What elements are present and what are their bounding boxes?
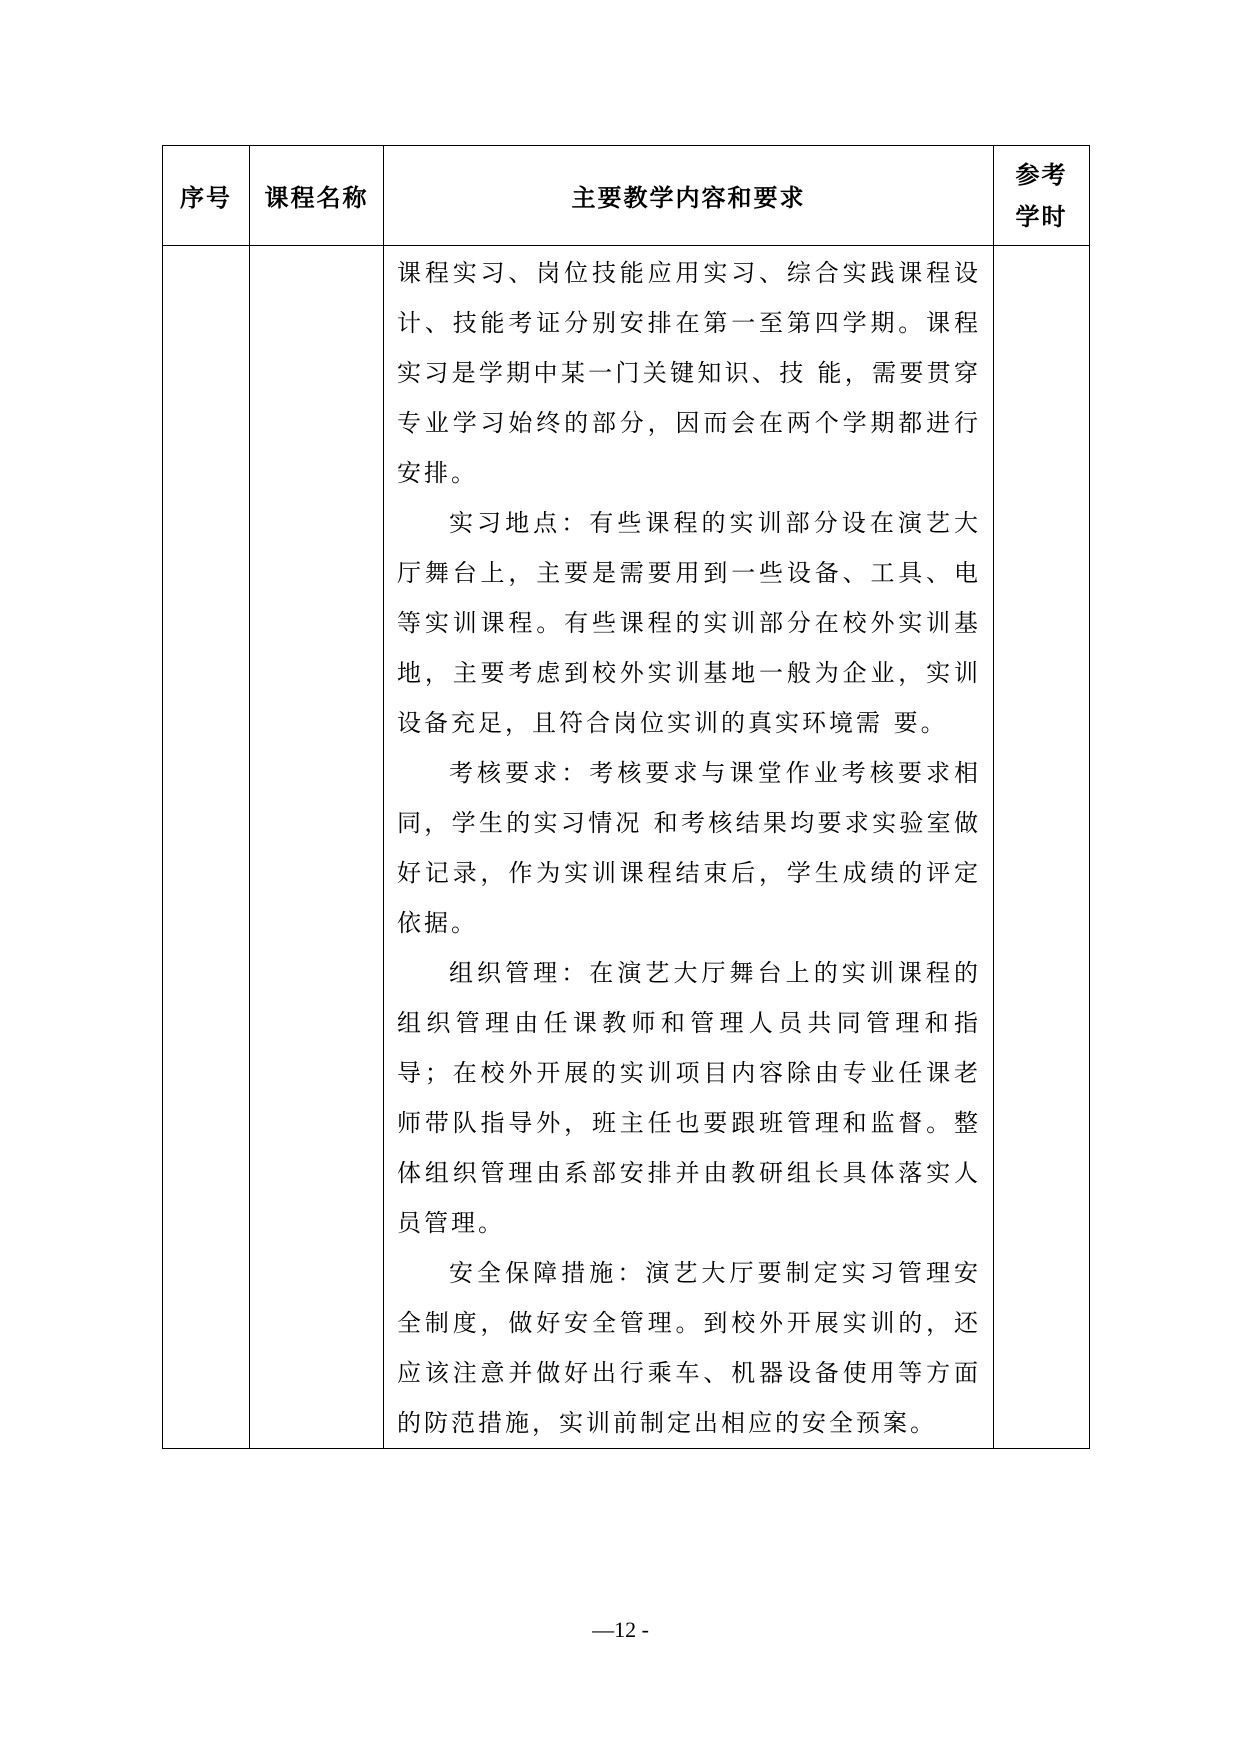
cell-content — [384, 246, 994, 1449]
header-course-name: 课程名称 — [250, 146, 384, 246]
cell-course-name — [250, 246, 384, 1449]
course-table — [162, 145, 1090, 1449]
header-hours-line1: 参考 — [1015, 160, 1068, 189]
table-header-row — [163, 146, 1090, 246]
content-paragraph: 组织管理：在演艺大厅舞台上的实训课程的组织管理由任课教师和管理人员共同管理和指导；在校外开展的实训项目内容除由专业任课老师带队指导外，班主任也要跟班管理和监督。整体组织管理由系部安排并由教研组长具体落实人员管理。 — [397, 959, 981, 1237]
content-paragraph: 考核要求：考核要求与课堂作业考核要求相同，学生的实习情况 和考核结果均要求实验室做好记录，作为实训课程结束后，学生成绩的评定依据。 — [397, 759, 981, 937]
header-hours — [994, 146, 1090, 246]
table-row — [163, 246, 1090, 1449]
content-paragraph: 实习地点：有些课程的实训部分设在演艺大厅舞台上，主要是需要用到一些设备、工具、电等实训课程。有些课程的实训部分在校外实训基地，主要考虑到校外实训基地一般为企业，实训设备充足，且符合岗位实训的真实环境需 要。 — [397, 509, 981, 737]
cell-hours — [994, 246, 1090, 1449]
cell-seq — [163, 246, 250, 1449]
header-content: 主要教学内容和要求 — [384, 146, 994, 246]
header-hours-line2: 学时 — [1015, 202, 1068, 231]
content-paragraph: 课程实习、岗位技能应用实习、综合实践课程设计、技能考证分别安排在第一至第四学期。课程实习是学期中某一门关键知识、技 能，需要贯穿专业学习始终的部分，因而会在两个学期都进行安排。 — [397, 259, 981, 487]
content-paragraph: 安全保障措施：演艺大厅要制定实习管理安全制度，做好安全管理。到校外开展实训的，还应该注意并做好出行乘车、机器设备使用等方面的防范措施，实训前制定出相应的安全预案。 — [397, 1259, 981, 1437]
page-number: —12 - — [592, 1617, 649, 1642]
header-seq: 序号 — [163, 146, 250, 246]
